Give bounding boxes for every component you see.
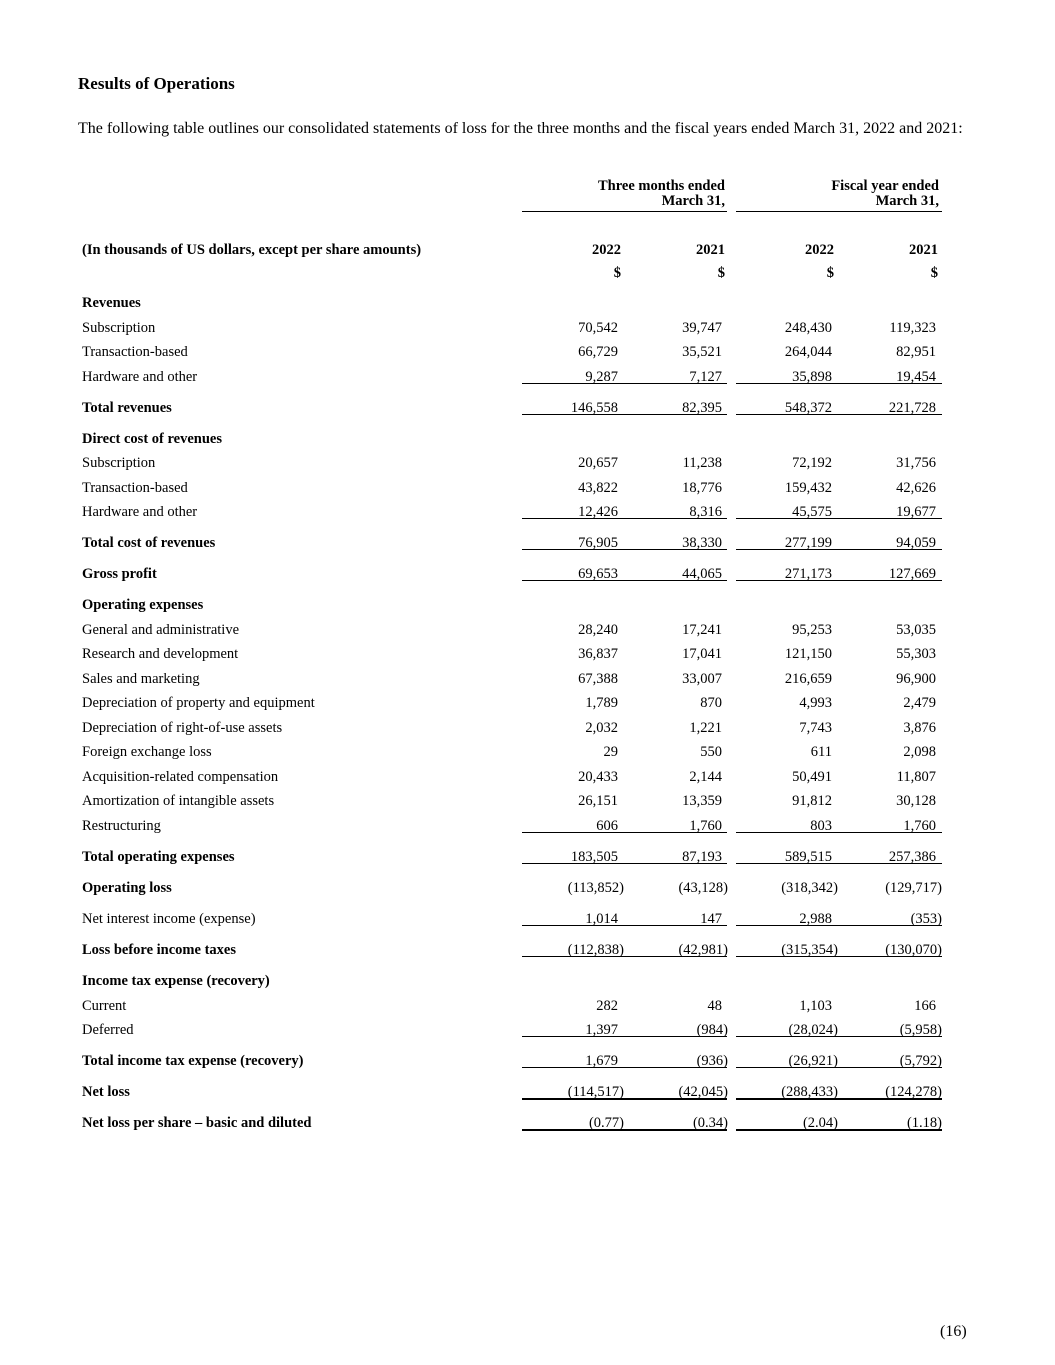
table-rule xyxy=(736,383,942,384)
table-cell: 146,558 xyxy=(570,400,618,416)
table-cell: 94,059 xyxy=(896,535,936,551)
table-rule xyxy=(522,1067,727,1068)
table-cell: 183,505 xyxy=(570,849,618,865)
table-cell: 121,150 xyxy=(784,646,832,662)
table-row xyxy=(0,765,1055,789)
table-rule xyxy=(736,518,942,519)
table-cell: 1,760 xyxy=(903,818,936,834)
row-label: Net interest income (expense) xyxy=(82,911,256,927)
table-cell: 33,007 xyxy=(682,671,722,687)
table-cell: 611 xyxy=(810,744,832,760)
table-cell: 1,014 xyxy=(585,911,618,927)
table-cell: 3,876 xyxy=(903,720,936,736)
table-cell: 11,238 xyxy=(682,455,722,471)
group-header-three-months xyxy=(520,179,725,209)
row-label: Amortization of intangible assets xyxy=(82,793,275,809)
table-cell: (984) xyxy=(696,1022,728,1038)
table-cell: 1,397 xyxy=(585,1022,618,1038)
table-cell: 50,491 xyxy=(792,769,832,785)
row-label: Gross profit xyxy=(82,566,157,582)
table-cell: 12,426 xyxy=(578,504,618,520)
table-cell: 87,193 xyxy=(682,849,722,865)
table-cell: 282 xyxy=(596,998,618,1014)
group-underline-three-months xyxy=(522,211,727,212)
table-cell: 8,316 xyxy=(689,504,722,520)
table-row xyxy=(0,562,1055,586)
table-cell: 119,323 xyxy=(889,320,936,336)
group-header-fiscal-year-line2: March 31, xyxy=(875,193,939,209)
table-cell: 82,951 xyxy=(896,344,936,360)
table-cell: 870 xyxy=(700,695,722,711)
row-label: Depreciation of right-of-use assets xyxy=(82,720,283,736)
section-heading: Results of Operations xyxy=(78,74,235,93)
table-cell: 53,035 xyxy=(896,622,936,638)
table-cell: 17,041 xyxy=(682,646,722,662)
group-header-three-months-line2: March 31, xyxy=(661,193,725,209)
row-label: Operating loss xyxy=(82,880,172,896)
table-cell: 69,653 xyxy=(578,566,618,582)
row-label: General and administrative xyxy=(82,622,240,638)
table-row xyxy=(0,500,1055,524)
table-row xyxy=(0,476,1055,500)
table-rule xyxy=(522,383,727,384)
table-rule xyxy=(736,1129,942,1131)
table-cell: (26,921) xyxy=(788,1053,838,1069)
table-row xyxy=(0,1080,1055,1104)
table-cell: 1,760 xyxy=(689,818,722,834)
table-row xyxy=(0,907,1055,931)
row-label: Foreign exchange loss xyxy=(82,744,212,760)
table-row xyxy=(0,316,1055,340)
group-header-three-months-line1: Three months ended xyxy=(597,178,725,194)
row-label: Direct cost of revenues xyxy=(82,431,222,447)
row-label: Total operating expenses xyxy=(82,849,235,865)
group-underline-fiscal-year xyxy=(736,211,942,212)
table-cell: (2.04) xyxy=(802,1115,838,1131)
table-row xyxy=(0,618,1055,642)
table-cell: 1,221 xyxy=(689,720,722,736)
table-cell: 7,127 xyxy=(689,369,722,385)
table-cell: 20,657 xyxy=(578,455,618,471)
table-row xyxy=(0,969,1055,993)
column-currency: $ xyxy=(717,265,725,281)
table-cell: (0.77) xyxy=(588,1115,624,1131)
table-rule xyxy=(522,414,727,415)
table-cell: (42,981) xyxy=(678,942,728,958)
table-row xyxy=(0,291,1055,315)
table-row xyxy=(0,716,1055,740)
table-row xyxy=(0,427,1055,451)
table-row xyxy=(0,531,1055,555)
table-cell: 76,905 xyxy=(578,535,618,551)
table-rule xyxy=(522,925,727,926)
table-cell: 67,388 xyxy=(578,671,618,687)
table-cell: (113,852) xyxy=(567,880,624,896)
table-cell: 19,454 xyxy=(896,369,936,385)
row-label: Net loss xyxy=(82,1084,130,1100)
column-year: 2021 xyxy=(909,242,938,258)
table-rule xyxy=(736,832,942,833)
column-year: 2022 xyxy=(592,242,621,258)
table-row xyxy=(0,451,1055,475)
table-cell: 28,240 xyxy=(578,622,618,638)
units-label: (In thousands of US dollars, except per share amounts) xyxy=(82,242,422,258)
table-rule xyxy=(736,414,942,415)
column-year: 2021 xyxy=(696,242,725,258)
table-cell: (353) xyxy=(910,911,942,927)
table-cell: 1,679 xyxy=(585,1053,618,1069)
table-row xyxy=(0,1111,1055,1135)
table-cell: 26,151 xyxy=(578,793,618,809)
row-label: Income tax expense (recovery) xyxy=(82,973,270,989)
row-label: Transaction-based xyxy=(82,344,188,360)
table-rule xyxy=(736,863,942,864)
table-row xyxy=(0,938,1055,962)
column-currency: $ xyxy=(826,265,834,281)
table-row xyxy=(0,667,1055,691)
table-row xyxy=(0,593,1055,617)
table-cell: 70,542 xyxy=(578,320,618,336)
table-row xyxy=(0,365,1055,389)
table-rule xyxy=(522,1036,727,1037)
table-cell: 277,199 xyxy=(784,535,832,551)
page-number: (16) xyxy=(940,1323,967,1340)
row-label: Depreciation of property and equipment xyxy=(82,695,315,711)
table-cell: 1,103 xyxy=(799,998,832,1014)
row-label: Net loss per share – basic and diluted xyxy=(82,1115,312,1131)
table-rule xyxy=(522,580,727,581)
table-cell: 30,128 xyxy=(896,793,936,809)
table-cell: 91,812 xyxy=(792,793,832,809)
table-rule xyxy=(522,1129,727,1131)
table-cell: (114,517) xyxy=(567,1084,624,1100)
table-rule xyxy=(736,549,942,550)
table-cell: (5,958) xyxy=(899,1022,942,1038)
table-rule xyxy=(736,1036,942,1037)
table-cell: 55,303 xyxy=(896,646,936,662)
table-cell: 43,822 xyxy=(578,480,618,496)
table-cell: 2,144 xyxy=(689,769,722,785)
table-cell: 548,372 xyxy=(784,400,832,416)
table-cell: 36,837 xyxy=(578,646,618,662)
table-cell: 166 xyxy=(914,998,936,1014)
table-cell: (112,838) xyxy=(567,942,624,958)
table-row xyxy=(0,876,1055,900)
table-cell: 96,900 xyxy=(896,671,936,687)
table-rule xyxy=(736,956,942,957)
table-cell: 2,988 xyxy=(799,911,832,927)
table-cell: 11,807 xyxy=(896,769,936,785)
column-currency: $ xyxy=(930,265,938,281)
table-cell: 48 xyxy=(707,998,722,1014)
table-cell: 221,728 xyxy=(888,400,936,416)
row-label: Transaction-based xyxy=(82,480,188,496)
table-row xyxy=(0,1018,1055,1042)
row-label: Loss before income taxes xyxy=(82,942,236,958)
table-rule xyxy=(522,1098,727,1100)
table-row xyxy=(0,396,1055,420)
table-row xyxy=(0,789,1055,813)
row-label: Subscription xyxy=(82,455,156,471)
row-label: Revenues xyxy=(82,295,141,311)
table-cell: 127,669 xyxy=(888,566,936,582)
table-cell: (288,433) xyxy=(781,1084,838,1100)
table-cell: 2,098 xyxy=(903,744,936,760)
table-cell: 7,743 xyxy=(799,720,832,736)
table-cell: 248,430 xyxy=(784,320,832,336)
table-cell: 44,065 xyxy=(682,566,722,582)
table-cell: 13,359 xyxy=(682,793,722,809)
table-row xyxy=(0,845,1055,869)
table-cell: 29 xyxy=(603,744,618,760)
table-cell: 82,395 xyxy=(682,400,722,416)
table-cell: 19,677 xyxy=(896,504,936,520)
row-label: Deferred xyxy=(82,1022,134,1038)
row-label: Acquisition-related compensation xyxy=(82,769,279,785)
table-cell: 606 xyxy=(596,818,618,834)
row-label: Total revenues xyxy=(82,400,172,416)
row-label: Total income tax expense (recovery) xyxy=(82,1053,304,1069)
table-cell: (42,045) xyxy=(678,1084,728,1100)
table-cell: 2,479 xyxy=(903,695,936,711)
table-cell: 9,287 xyxy=(585,369,618,385)
table-cell: 4,993 xyxy=(799,695,832,711)
group-header-fiscal-year xyxy=(735,179,939,209)
table-cell: 803 xyxy=(810,818,832,834)
table-cell: 35,521 xyxy=(682,344,722,360)
table-rule xyxy=(522,832,727,833)
column-year: 2022 xyxy=(805,242,834,258)
table-cell: (318,342) xyxy=(781,880,838,896)
table-row xyxy=(0,340,1055,364)
table-row xyxy=(0,642,1055,666)
table-cell: 264,044 xyxy=(784,344,832,360)
table-cell: (43,128) xyxy=(678,880,728,896)
group-header-fiscal-year-line1: Fiscal year ended xyxy=(831,178,939,194)
table-cell: (28,024) xyxy=(788,1022,838,1038)
table-cell: 20,433 xyxy=(578,769,618,785)
row-label: Research and development xyxy=(82,646,239,662)
row-label: Hardware and other xyxy=(82,369,198,385)
table-cell: (124,278) xyxy=(885,1084,942,1100)
table-cell: 550 xyxy=(700,744,722,760)
intro-paragraph: The following table outlines our consolidated statements of loss for the three months and the fiscal years ended March 31, 2022 and 2021: xyxy=(78,120,963,137)
table-cell: 216,659 xyxy=(784,671,832,687)
table-cell: 1,789 xyxy=(585,695,618,711)
row-label: Total cost of revenues xyxy=(82,535,216,551)
table-cell: 2,032 xyxy=(585,720,618,736)
table-rule xyxy=(736,580,942,581)
table-cell: 39,747 xyxy=(682,320,722,336)
row-label: Subscription xyxy=(82,320,156,336)
table-cell: 257,386 xyxy=(888,849,936,865)
table-cell: 35,898 xyxy=(792,369,832,385)
table-cell: 271,173 xyxy=(784,566,832,582)
row-label: Sales and marketing xyxy=(82,671,200,687)
table-cell: (0.34) xyxy=(692,1115,728,1131)
table-cell: (936) xyxy=(696,1053,728,1069)
table-row xyxy=(0,691,1055,715)
table-cell: 45,575 xyxy=(792,504,832,520)
row-label: Operating expenses xyxy=(82,597,204,613)
row-label: Hardware and other xyxy=(82,504,198,520)
row-label: Current xyxy=(82,998,127,1014)
table-cell: 66,729 xyxy=(578,344,618,360)
table-row xyxy=(0,1049,1055,1073)
table-cell: 72,192 xyxy=(792,455,832,471)
table-cell: 159,432 xyxy=(784,480,832,496)
table-row xyxy=(0,740,1055,764)
table-cell: 17,241 xyxy=(682,622,722,638)
table-cell: 18,776 xyxy=(682,480,722,496)
table-row xyxy=(0,814,1055,838)
table-rule xyxy=(736,1098,942,1100)
table-rule xyxy=(522,549,727,550)
table-rule xyxy=(522,518,727,519)
table-cell: (5,792) xyxy=(899,1053,942,1069)
table-cell: 31,756 xyxy=(896,455,936,471)
column-currency: $ xyxy=(613,265,621,281)
table-cell: (1.18) xyxy=(906,1115,942,1131)
table-cell: (315,354) xyxy=(781,942,838,958)
row-label: Restructuring xyxy=(82,818,161,834)
table-cell: (130,070) xyxy=(885,942,942,958)
table-row xyxy=(0,994,1055,1018)
table-rule xyxy=(736,1067,942,1068)
table-rule xyxy=(736,925,942,926)
table-cell: (129,717) xyxy=(885,880,942,896)
table-rule xyxy=(522,956,727,957)
table-cell: 589,515 xyxy=(784,849,832,865)
table-cell: 147 xyxy=(700,911,722,927)
table-cell: 95,253 xyxy=(792,622,832,638)
table-cell: 42,626 xyxy=(896,480,936,496)
table-rule xyxy=(522,863,727,864)
table-cell: 38,330 xyxy=(682,535,722,551)
